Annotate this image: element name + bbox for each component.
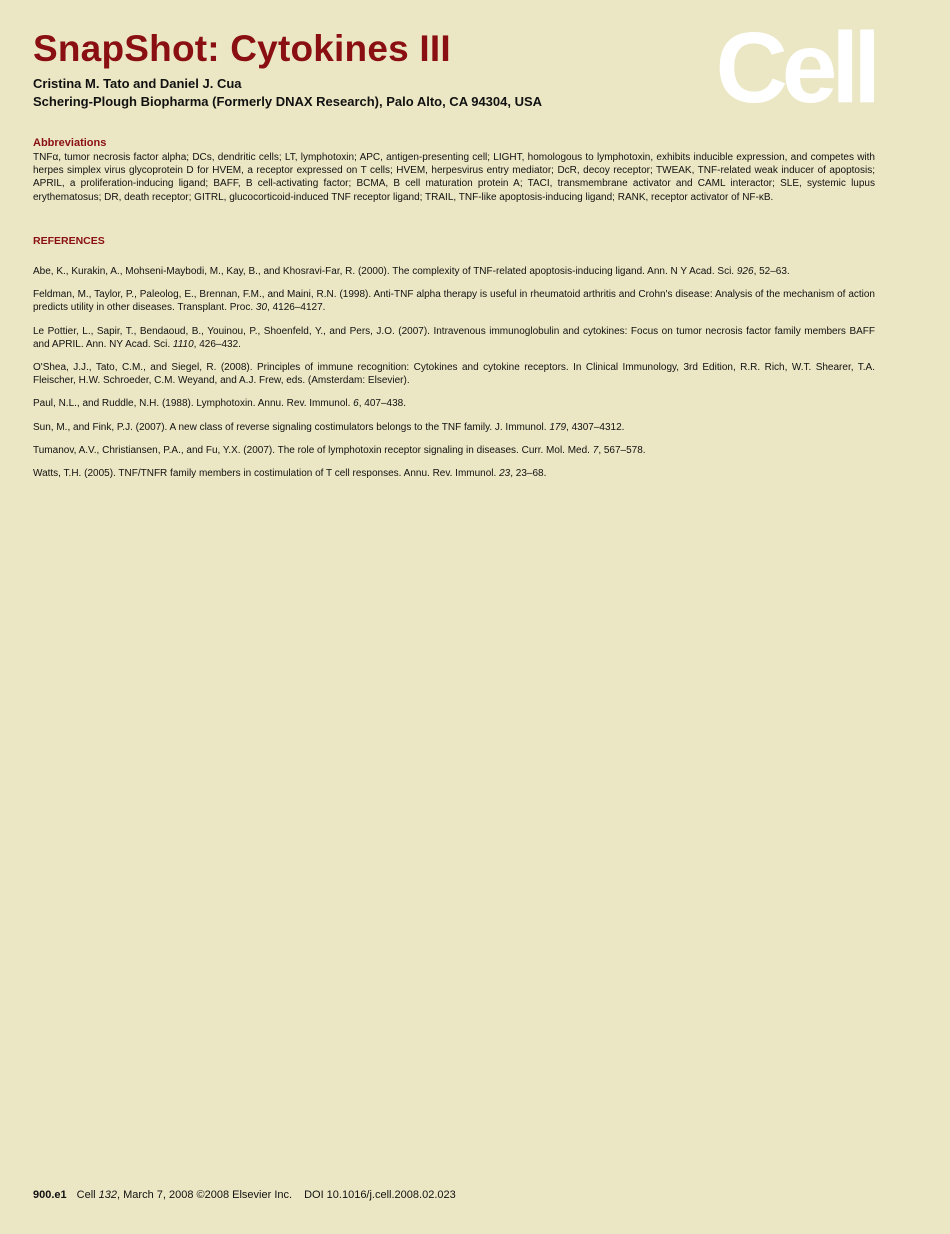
journal-name: Cell — [76, 1189, 99, 1201]
reference-item: Sun, M., and Fink, P.J. (2007). A new class of reverse signaling costimulators belongs to the TNF family. J. Immunol. 179, 4307–4312. — [33, 421, 625, 433]
abbreviations-text: TNFα, tumor necrosis factor alpha; DCs, dendritic cells; LT, lymphotoxin; APC, antigen-presenting cell; LIGHT, homologous to lymphotoxin, exhibits inducible expression, and competes with herpes simplex virus glycoprotein D for HVEM, a receptor expressed on T cells; HVEM, herpesvirus entry mediator; DcR, decoy receptor; TWEAK, TNF-related weak inducer of apoptosis; APRIL, a proliferation-inducing ligand; BAFF, B cell-activating factor; BCMA, B cell maturation protein A; TACI, transmembrane activator and CAML interactor; SLE, systemic lupus erythematosus; DR, death receptor; GITRL, glucocorticoid-induced TNF receptor ligand; TRAIL, TNF-like apoptosis-inducing ligand; RANK, receptor activator of NF-κB. — [33, 152, 875, 203]
publication-date: , March 7, 2008 ©2008 Elsevier Inc. — [117, 1189, 293, 1201]
page-footer — [33, 1189, 456, 1201]
affiliation: Schering-Plough Biopharma (Formerly DNAX Research), Palo Alto, CA 94304, USA — [33, 94, 543, 109]
abbreviations-heading: Abbreviations — [33, 137, 107, 149]
doi: DOI 10.1016/j.cell.2008.02.023 — [304, 1189, 456, 1201]
references-heading: REFERENCES — [33, 235, 105, 247]
reference-item: Feldman, M., Taylor, P., Paleolog, E., Brennan, F.M., and Maini, R.N. (1998). Anti-TNF alpha therapy is useful in rheumatoid arthritis and Crohn's disease: Analysis of the mechanism of action predicts utility in other diseases. Transplant. Proc. 30, 4126–4127. — [33, 289, 875, 314]
page-title: SnapShot: Cytokines III — [33, 28, 451, 69]
authors: Cristina M. Tato and Daniel J. Cua — [33, 76, 242, 91]
cell-logo: Cell — [715, 12, 875, 124]
reference-item: Le Pottier, L., Sapir, T., Bendaoud, B., Youinou, P., Shoenfeld, Y., and Pers, J.O. (2007). Intravenous immunoglobulin and cytokines: Focus on tumor necrosis factor family members BAFF and APRIL. Ann. NY Acad. Sci. 1110, 426–432. — [33, 325, 875, 350]
journal-volume: 132 — [98, 1189, 118, 1201]
reference-item: Tumanov, A.V., Christiansen, P.A., and Fu, Y.X. (2007). The role of lymphotoxin receptor signaling in diseases. Curr. Mol. Med. 7, 567–578. — [33, 444, 646, 456]
reference-item: O'Shea, J.J., Tato, C.M., and Siegel, R. (2008). Principles of immune recognition: Cytokines and cytokine receptors. In Clinical Immunology, 3rd Edition, R.R. Rich, W.T. Shearer, T.A. Fleischer, H.W. Schroeder, C.M. Weyand, and A.J. Frew, eds. (Amsterdam: Elsevier). — [33, 362, 875, 387]
reference-item: Watts, T.H. (2005). TNF/TNFR family members in costimulation of T cell responses. Annu. Rev. Immunol. 23, 23–68. — [33, 468, 547, 480]
reference-item: Paul, N.L., and Ruddle, N.H. (1988). Lymphotoxin. Annu. Rev. Immunol. 6, 407–438. — [33, 398, 406, 410]
reference-item: Abe, K., Kurakin, A., Mohseni-Maybodi, M., Kay, B., and Khosravi-Far, R. (2000). The complexity of TNF-related apoptosis-inducing ligand. Ann. N Y Acad. Sci. 926, 52–63. — [33, 266, 790, 277]
page-number: 900.e1 — [33, 1189, 67, 1201]
references-list — [33, 265, 875, 490]
